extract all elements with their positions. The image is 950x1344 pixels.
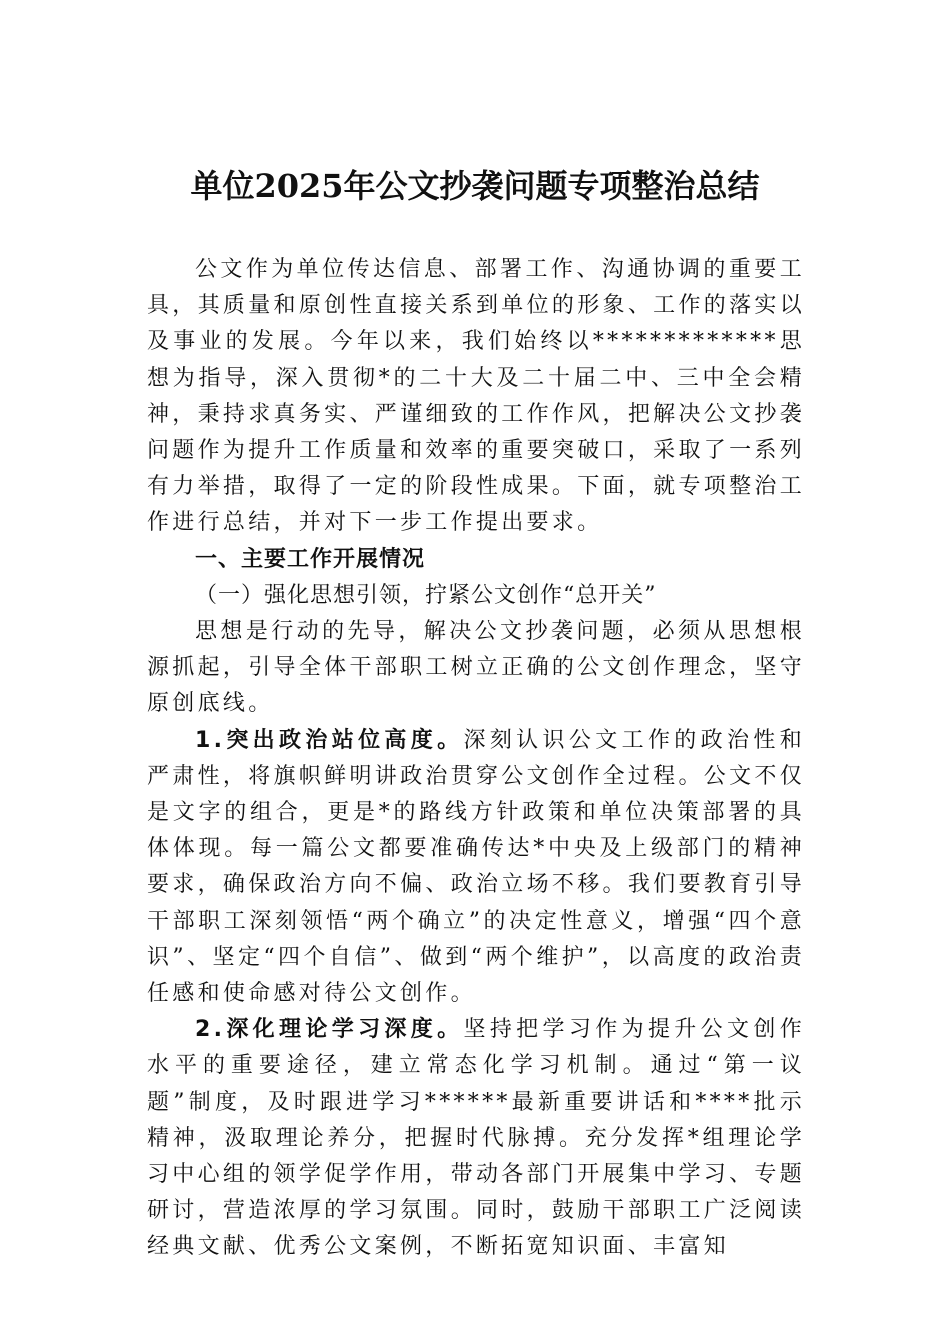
item-text-2: 坚持把学习作为提升公文创作水平的重要途径，建立常态化学习机制。通过“第一议题”制度，及时跟进学习******最新重要讲话和****批示精神，汲取理论养分，把握时代脉搏。充分发挥*组理论学习中心组的领学促学作用，带动各部门开展集中学习、专题研讨，营造浓厚的学习氛围。同时，鼓励干部职工广泛阅读经典文献、优秀公文案例，不断拓宽知识面、丰富知 bbox=[147, 1017, 805, 1260]
subsection-paragraph: 思想是行动的先导，解决公文抄袭问题，必须从思想根源抓起，引导全体干部职工树立正确的公文创作理念，坚守原创底线。 bbox=[147, 619, 805, 717]
item-paragraph-1 bbox=[147, 723, 805, 1013]
section-heading: 一、主要工作开展情况 bbox=[195, 546, 426, 572]
document-body bbox=[147, 252, 805, 1266]
subsection-heading: （一）强化思想引领，拧紧公文创作“总开关” bbox=[195, 582, 657, 608]
intro-paragraph: 公文作为单位传达信息、部署工作、沟通协调的重要工具，其质量和原创性直接关系到单位的形象、工作的落实以及事业的发展。今年以来，我们始终以*************思想为指导，深入贯彻*的二十大及二十届二中、三中全会精神，秉持求真务实、严谨细致的工作作风，把解决公文抄袭问题作为提升工作质量和效率的重要突破口，采取了一系列有力举措，取得了一定的阶段性成果。下面，就专项整治工作进行总结，并对下一步工作提出要求。 bbox=[147, 257, 805, 536]
item-lead-2: 2.深化理论学习深度。 bbox=[195, 1017, 464, 1043]
item-lead-1: 1.突出政治站位高度。 bbox=[195, 727, 464, 753]
item-paragraph-2 bbox=[147, 1012, 805, 1265]
item-text-1: 深刻认识公文工作的政治性和严肃性，将旗帜鲜明讲政治贯穿公文创作全过程。公文不仅是文字的组合，更是*的路线方针政策和单位决策部署的具体体现。每一篇公文都要准确传达*中央及上级部门的精神要求，确保政治方向不偏、政治立场不移。我们要教育引导干部职工深刻领悟“两个确立”的决定性意义，增强“四个意识”、坚定“四个自信”、做到“两个维护”，以高度的政治责任感和使命感对待公文创作。 bbox=[147, 727, 805, 1007]
document-title: 单位2025年公文抄袭问题专项整治总结 bbox=[190, 167, 760, 205]
